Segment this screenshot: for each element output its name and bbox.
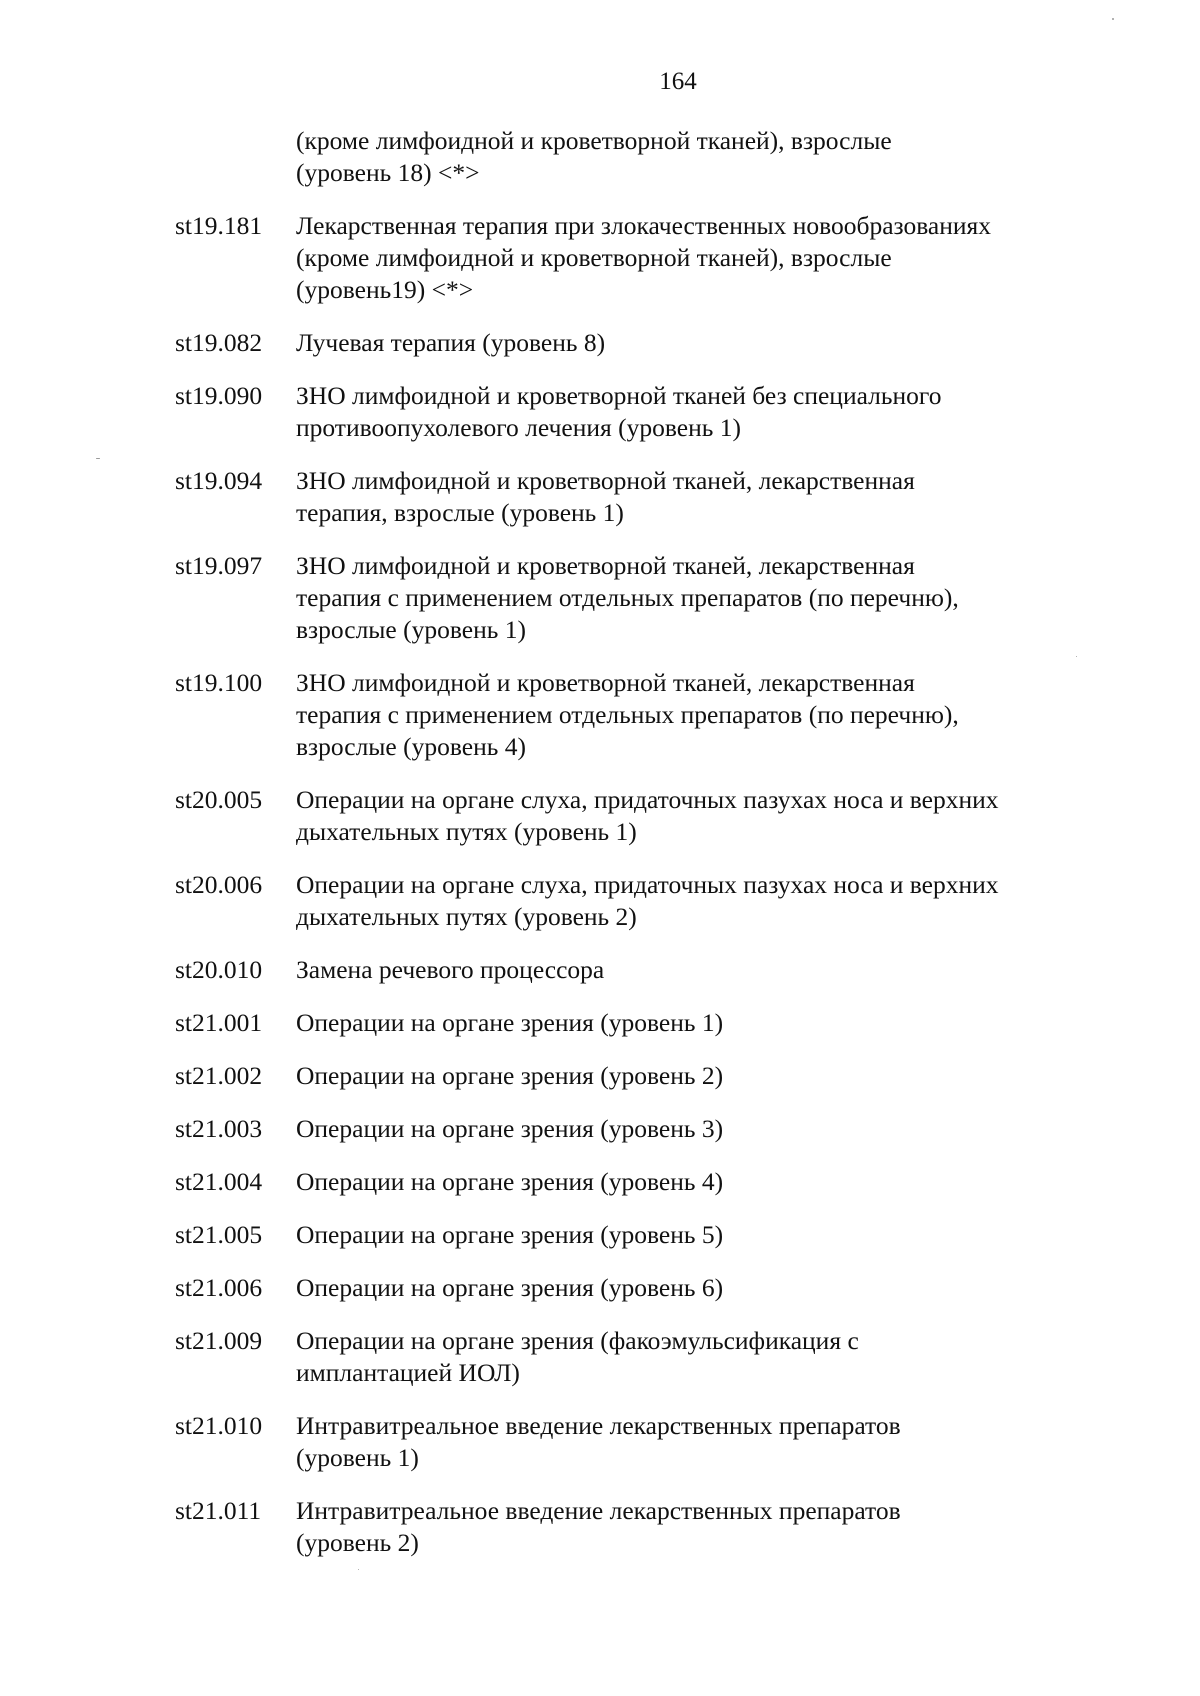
list-item bbox=[175, 1325, 1175, 1389]
entry-code: st21.001 bbox=[175, 1008, 263, 1037]
entry-code: st20.005 bbox=[175, 785, 263, 814]
scan-speck bbox=[1076, 656, 1077, 657]
list-item bbox=[175, 1495, 1175, 1559]
list-item bbox=[175, 1410, 1175, 1474]
list-item bbox=[175, 1007, 1175, 1039]
list-item bbox=[175, 465, 1175, 529]
entry-description: ЗНО лимфоидной и кроветворной тканей без специального противоопухолевого лечения (уровень 1) bbox=[296, 381, 942, 442]
list-item bbox=[175, 1272, 1175, 1304]
entry-code: st21.011 bbox=[175, 1496, 262, 1525]
entry-description: Операции на органе зрения (уровень 6) bbox=[296, 1273, 724, 1302]
list-item bbox=[175, 784, 1175, 848]
entry-code: st19.082 bbox=[175, 328, 263, 357]
entry-code: st21.003 bbox=[175, 1114, 263, 1143]
entry-code: st21.002 bbox=[175, 1061, 263, 1090]
entry-description: Операции на органе зрения (уровень 5) bbox=[296, 1220, 724, 1249]
list-item bbox=[175, 1113, 1175, 1145]
page-number: 164 bbox=[659, 68, 697, 95]
list-item bbox=[175, 1166, 1175, 1198]
entry-code: st19.094 bbox=[175, 466, 263, 495]
entry-description: Операции на органе зрения (уровень 2) bbox=[296, 1061, 724, 1090]
entry-description: Операции на органе слуха, придаточных пазухах носа и верхних дыхательных путях (уровень 2) bbox=[296, 870, 999, 931]
entry-code: st21.010 bbox=[175, 1411, 263, 1440]
entry-description: ЗНО лимфоидной и кроветворной тканей, лекарственная терапия, взрослые (уровень 1) bbox=[296, 466, 915, 527]
entry-description: Лекарственная терапия при злокачественных новообразованиях (кроме лимфоидной и кроветворной тканей), взрослые (уровень19) <*> bbox=[296, 211, 992, 304]
entry-code: st19.181 bbox=[175, 211, 263, 240]
entry-code: st21.005 bbox=[175, 1220, 263, 1249]
list-item bbox=[175, 327, 1175, 359]
entry-description: Операции на органе зрения (уровень 1) bbox=[296, 1008, 724, 1037]
entry-code: st19.090 bbox=[175, 381, 263, 410]
continuation-entry bbox=[175, 125, 1175, 189]
list-item bbox=[175, 210, 1175, 306]
list-item bbox=[175, 1219, 1175, 1251]
scan-speck bbox=[96, 458, 100, 459]
list-item bbox=[175, 1060, 1175, 1092]
scan-speck bbox=[1112, 18, 1114, 20]
entry-description: (кроме лимфоидной и кроветворной тканей), взрослые (уровень 18) <*> bbox=[296, 126, 892, 187]
entry-description: Интравитреальное введение лекарственных препаратов (уровень 1) bbox=[296, 1411, 901, 1472]
entry-description: Интравитреальное введение лекарственных препаратов (уровень 2) bbox=[296, 1496, 901, 1557]
entry-description: ЗНО лимфоидной и кроветворной тканей, лекарственная терапия с применением отдельных препаратов (по перечню), взрослые (уровень 4) bbox=[296, 668, 959, 761]
entry-description: ЗНО лимфоидной и кроветворной тканей, лекарственная терапия с применением отдельных препаратов (по перечню), взрослые (уровень 1) bbox=[296, 551, 959, 644]
entry-description: Лучевая терапия (уровень 8) bbox=[296, 328, 606, 357]
scan-speck bbox=[358, 1569, 359, 1570]
entry-code: st19.097 bbox=[175, 551, 263, 580]
entry-code: st19.100 bbox=[175, 668, 263, 697]
list-item bbox=[175, 380, 1175, 444]
entry-description: Операции на органе слуха, придаточных пазухах носа и верхних дыхательных путях (уровень 1) bbox=[296, 785, 999, 846]
entry-description: Операции на органе зрения (факоэмульсификация с имплантацией ИОЛ) bbox=[296, 1326, 859, 1387]
entry-code: st20.010 bbox=[175, 955, 263, 984]
list-item bbox=[175, 954, 1175, 986]
entry-description: Операции на органе зрения (уровень 4) bbox=[296, 1167, 724, 1196]
entry-code: st21.009 bbox=[175, 1326, 263, 1355]
list-item bbox=[175, 869, 1175, 933]
list-item bbox=[175, 550, 1175, 646]
code-list bbox=[175, 125, 1175, 1580]
entry-code: st21.004 bbox=[175, 1167, 263, 1196]
entry-description: Операции на органе зрения (уровень 3) bbox=[296, 1114, 724, 1143]
entry-description: Замена речевого процессора bbox=[296, 955, 605, 984]
list-item bbox=[175, 667, 1175, 763]
entry-code: st20.006 bbox=[175, 870, 263, 899]
entry-code: st21.006 bbox=[175, 1273, 263, 1302]
